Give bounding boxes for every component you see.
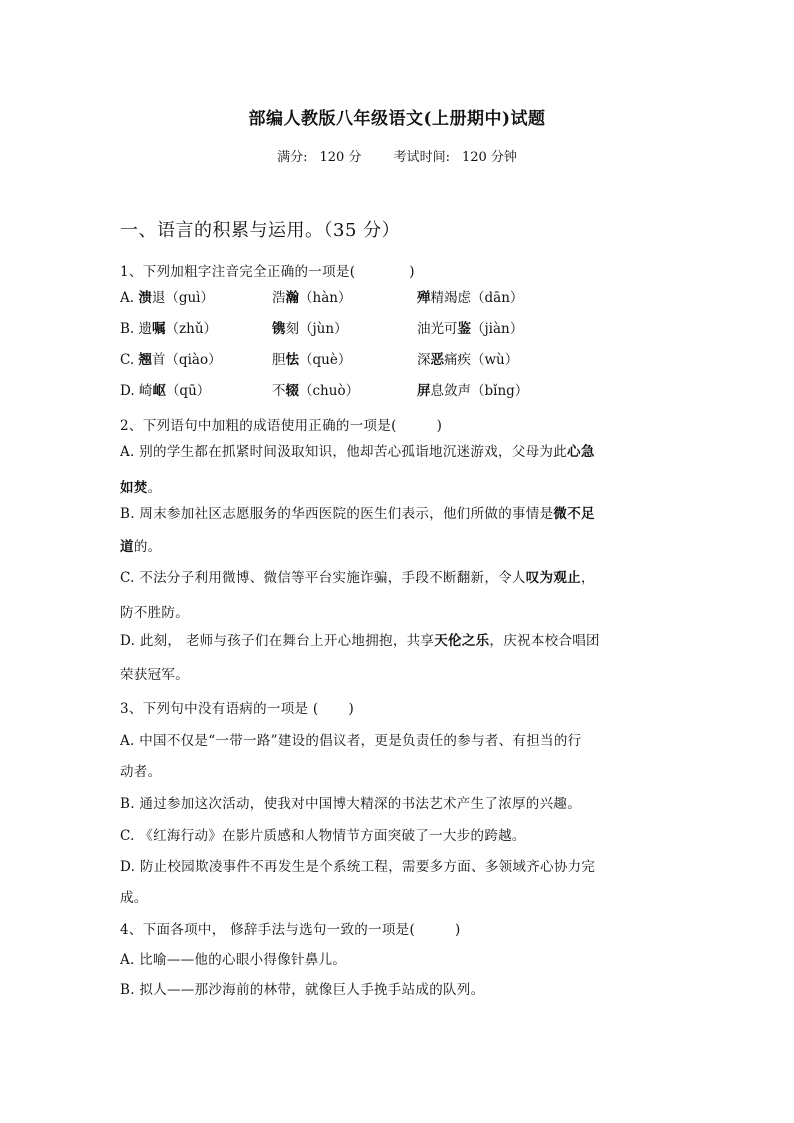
bold-char: 屏 (417, 383, 431, 399)
bold-idiom: 天伦之乐 (434, 633, 490, 649)
q2-option-a-line2 (120, 476, 161, 496)
option-text: 的。 (133, 539, 162, 555)
question-3-text: 3、下列句中没有语病的一项是 ( (120, 701, 319, 717)
bold-char: 怯 (285, 352, 299, 368)
option-text: 痛疾（wù） (444, 352, 519, 368)
option-text: （qū） (165, 383, 211, 399)
option-text: 不 (272, 383, 286, 399)
option-text: D. 此刻， 老师与孩子们在舞台上开心地拥抱，共享 (120, 633, 435, 649)
q2-option-b-line1 (120, 502, 595, 522)
option-label: C. (120, 352, 139, 368)
option-label: B. 遗 (120, 321, 153, 337)
full-score-value: 120 分 (319, 150, 362, 165)
option-text: 油光可 (417, 321, 458, 337)
option-text: 浩 (272, 290, 286, 306)
page-title: 部编人教版八年级语文(上册期中)试题 (248, 109, 546, 129)
bold-char: 镌 (272, 321, 286, 337)
option-text: 刻（jùn） (285, 321, 348, 337)
q3-option-b: B. 通过参加这次活动，使我对中国博大精深的书法艺术产生了浓厚的兴趣。 (120, 796, 582, 812)
question-2-bracket: ) (436, 418, 443, 434)
option-text: C. 不法分子利用微博、微信等平台实施诈骗，手段不断翻新，令人 (120, 570, 526, 586)
q3-option-d-line1: D. 防止校园欺凌事件不再发生是个系统工程，需要多方面、多领域齐心协力完 (120, 859, 596, 875)
question-1-text: 1、下列加粗字注音完全正确的一项是( (120, 264, 356, 280)
bold-char: 辍 (285, 383, 299, 399)
option-text: 精竭虑（dān） (430, 290, 524, 306)
question-1-stem (120, 260, 415, 280)
bold-char: 鉴 (457, 321, 471, 337)
option-text: A. 别的学生都在抓紧时间汲取知识，他却苦心孤诣地沉迷游戏，父母为此 (120, 444, 568, 460)
bold-char: 溃 (138, 290, 152, 306)
bold-idiom: 心急 (567, 444, 595, 460)
option-text: 首（qiào） (151, 352, 222, 368)
option-text: （zhǔ） (165, 321, 218, 337)
question-4-text: 4、下面各项中， 修辞手法与选句一致的一项是( (120, 922, 416, 938)
option-text: （hàn） (299, 290, 352, 306)
q3-option-a-line2: 动者。 (120, 764, 162, 780)
bold-char: 翘 (138, 352, 152, 368)
option-text: （què） (299, 352, 352, 368)
option-text: 深 (417, 352, 431, 368)
time-label: 考试时间: (393, 150, 450, 165)
bold-char: 瀚 (285, 290, 299, 306)
bold-char: 恶 (430, 352, 444, 368)
q2-option-a-line1 (120, 440, 595, 460)
time-value: 120 分钟 (461, 150, 517, 165)
q3-option-c: C. 《红海行动》在影片质感和人物情节方面突破了一大步的跨越。 (120, 828, 526, 844)
option-label: A. (120, 290, 139, 306)
question-3-bracket: ) (348, 701, 355, 717)
q2-option-c-line2 (120, 601, 189, 621)
exam-meta (0, 146, 794, 165)
bold-char: 嘱 (152, 321, 166, 337)
option-text: 。 (147, 480, 162, 496)
option-text: 息敛声（bǐng） (430, 383, 529, 399)
q3-option-d-line2: 成。 (120, 890, 148, 906)
bold-idiom: 如焚 (120, 480, 148, 496)
q4-option-b: B. 拟人——那沙海前的林带，就像巨人手挽手站成的队列。 (120, 982, 485, 998)
question-4-bracket: ) (455, 922, 461, 938)
option-text: 荣获冠军。 (120, 667, 189, 683)
option-text: B. 周末参加社区志愿服务的华西医院的医生们表示，他们所做的事情是 (120, 506, 554, 522)
bold-char: 殚 (417, 290, 431, 306)
option-text: ，庆祝本校合唱团 (489, 633, 600, 649)
bold-char: 岖 (152, 383, 166, 399)
q3-option-a-line1: A. 中国不仅是“一带一路”建设的倡议者，更是负责任的参与者、有担当的行 (120, 733, 582, 749)
q2-option-d-line2 (120, 663, 189, 683)
question-2-text: 2、下列语句中加粗的成语使用正确的一项是( (120, 418, 397, 434)
question-3-stem (120, 697, 354, 717)
bold-idiom: 叹为观止 (525, 570, 581, 586)
option-text: 防不胜防。 (120, 605, 189, 621)
question-1-bracket: ) (409, 264, 415, 280)
q2-option-d-line1 (120, 629, 600, 649)
q2-option-c-line1 (120, 566, 595, 586)
option-text: 胆 (272, 352, 286, 368)
option-label: D. 崎 (120, 383, 153, 399)
section-heading: 一、语言的积累与运用。（35 分） (120, 220, 401, 241)
bold-idiom: 道 (120, 539, 134, 555)
option-text: ， (580, 570, 595, 586)
option-text: 退（guì） (151, 290, 214, 306)
q2-option-b-line2 (120, 535, 161, 555)
question-2-stem (120, 414, 442, 434)
full-score-label: 满分: (277, 150, 308, 165)
option-text: （chuò） (299, 383, 360, 399)
bold-idiom: 微不足 (553, 506, 595, 522)
option-text: （jiàn） (471, 321, 524, 337)
question-4-stem (120, 918, 461, 938)
q4-option-a: A. 比喻——他的心眼小得像针鼻儿。 (120, 952, 347, 968)
